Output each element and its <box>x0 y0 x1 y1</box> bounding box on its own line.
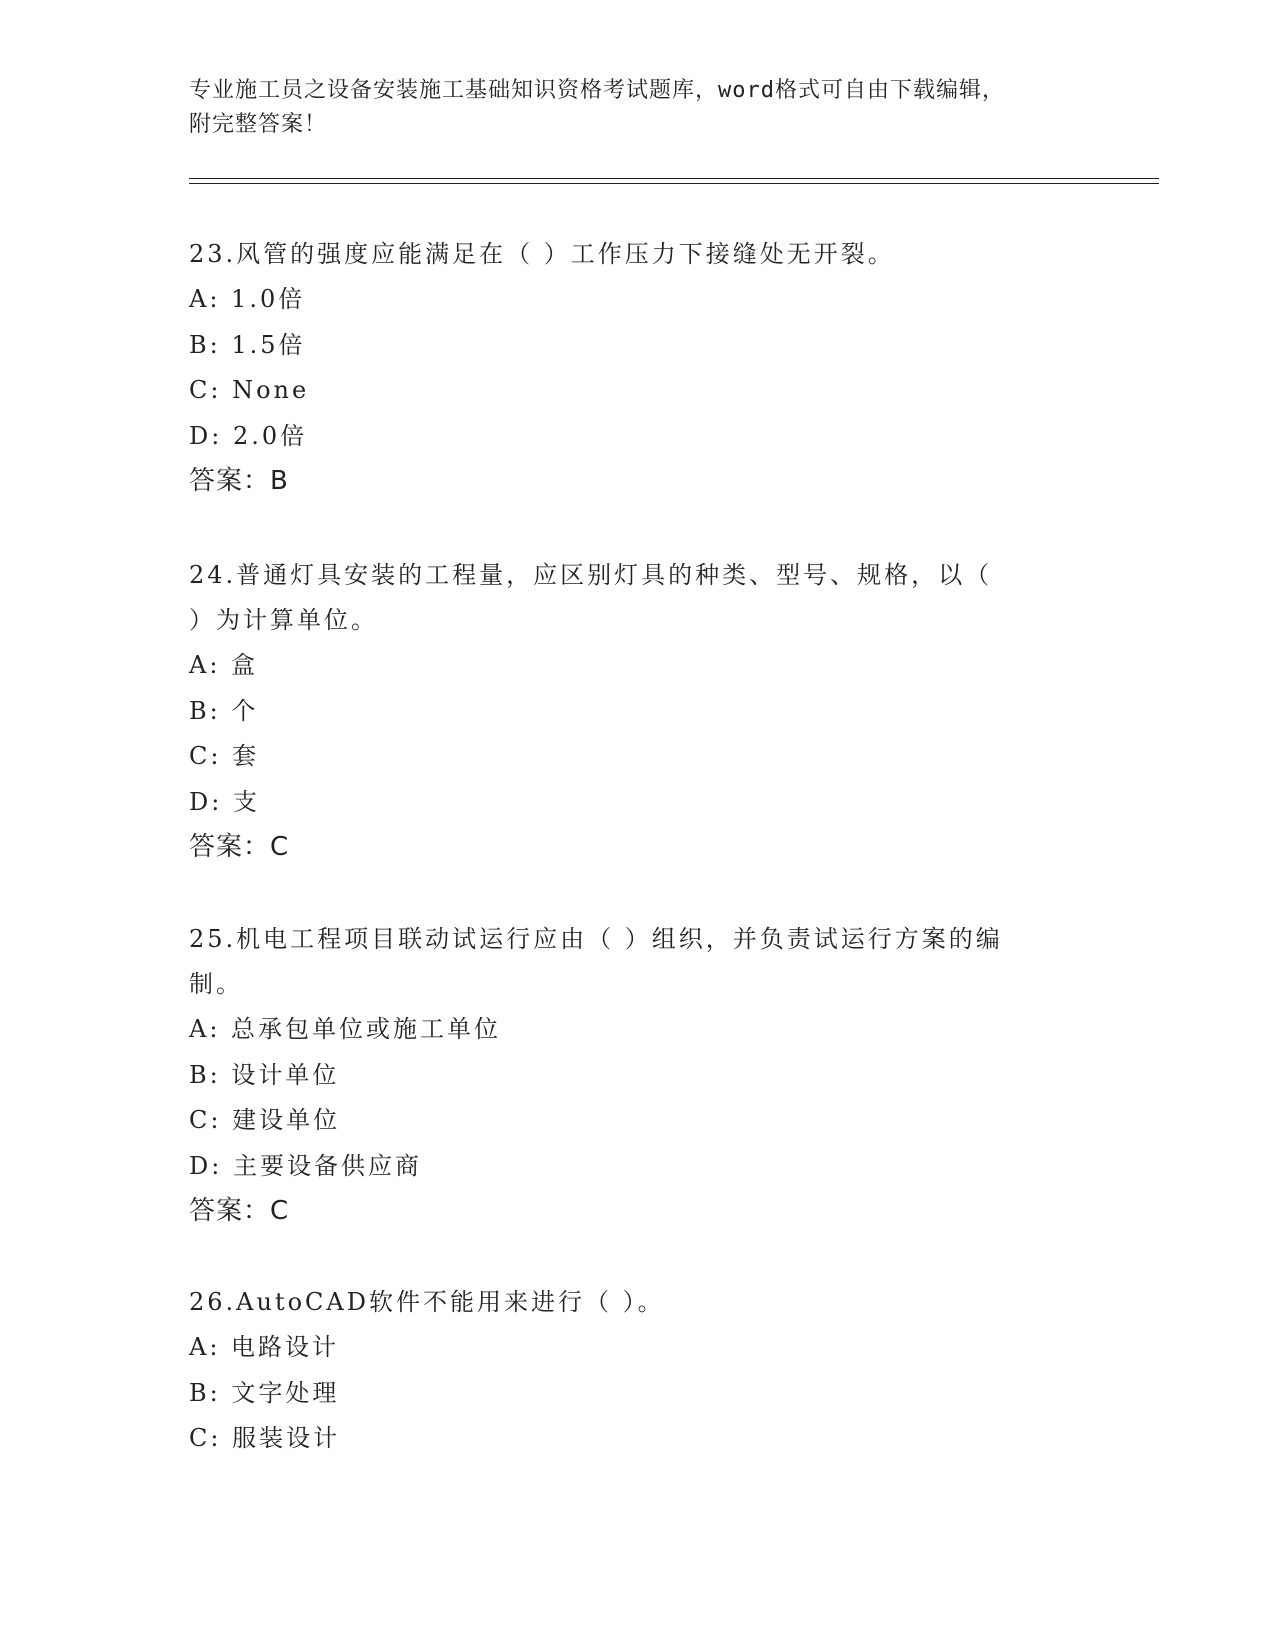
question-text: 26.AutoCAD软件不能用来进行（ ）。 <box>189 1288 665 1316</box>
question-26 <box>189 1280 1089 1462</box>
option-b: B: 设计单位 <box>189 1060 340 1089</box>
header-line-1: 专业施工员之设备安装施工基础知识资格考试题库，word格式可自由下载编辑， <box>189 78 1005 103</box>
question-23 <box>189 232 1089 505</box>
option-d: D: 支 <box>189 787 260 816</box>
question-text-line-2: 制。 <box>189 970 243 998</box>
option-a: A: 盒 <box>189 651 259 679</box>
question-24 <box>189 553 1089 871</box>
option-c: C: 套 <box>189 742 260 770</box>
option-b: B: 个 <box>189 696 259 725</box>
answer: 答案：C <box>189 832 290 862</box>
option-a: A: 电路设计 <box>189 1333 340 1361</box>
header-line-2: 附完整答案！ <box>189 112 328 137</box>
header-divider-bottom <box>189 183 1159 184</box>
option-a: A: 1.0倍 <box>189 285 306 313</box>
question-25 <box>189 917 1089 1235</box>
question-text-line-1: 24.普通灯具安装的工程量，应区别灯具的种类、型号、规格，以（ <box>189 561 993 589</box>
header-divider-top <box>189 178 1159 179</box>
answer: 答案：C <box>189 1196 290 1226</box>
question-text: 23.风管的强度应能满足在（ ）工作压力下接缝处无开裂。 <box>189 240 895 268</box>
question-text-line-1: 25.机电工程项目联动试运行应由（ ）组织，并负责试运行方案的编 <box>189 925 1003 953</box>
document-header <box>189 74 1089 142</box>
question-text-line-2: ）为计算单位。 <box>189 606 378 634</box>
option-c: C: 建设单位 <box>189 1106 341 1134</box>
option-c: C: 服装设计 <box>189 1424 341 1452</box>
option-d: D: 2.0倍 <box>189 421 308 450</box>
option-b: B: 文字处理 <box>189 1378 340 1407</box>
option-a: A: 总承包单位或施工单位 <box>189 1015 502 1043</box>
answer: 答案：B <box>189 466 289 496</box>
option-c: C: None <box>189 376 310 404</box>
option-d: D: 主要设备供应商 <box>189 1151 422 1180</box>
option-b: B: 1.5倍 <box>189 330 306 359</box>
